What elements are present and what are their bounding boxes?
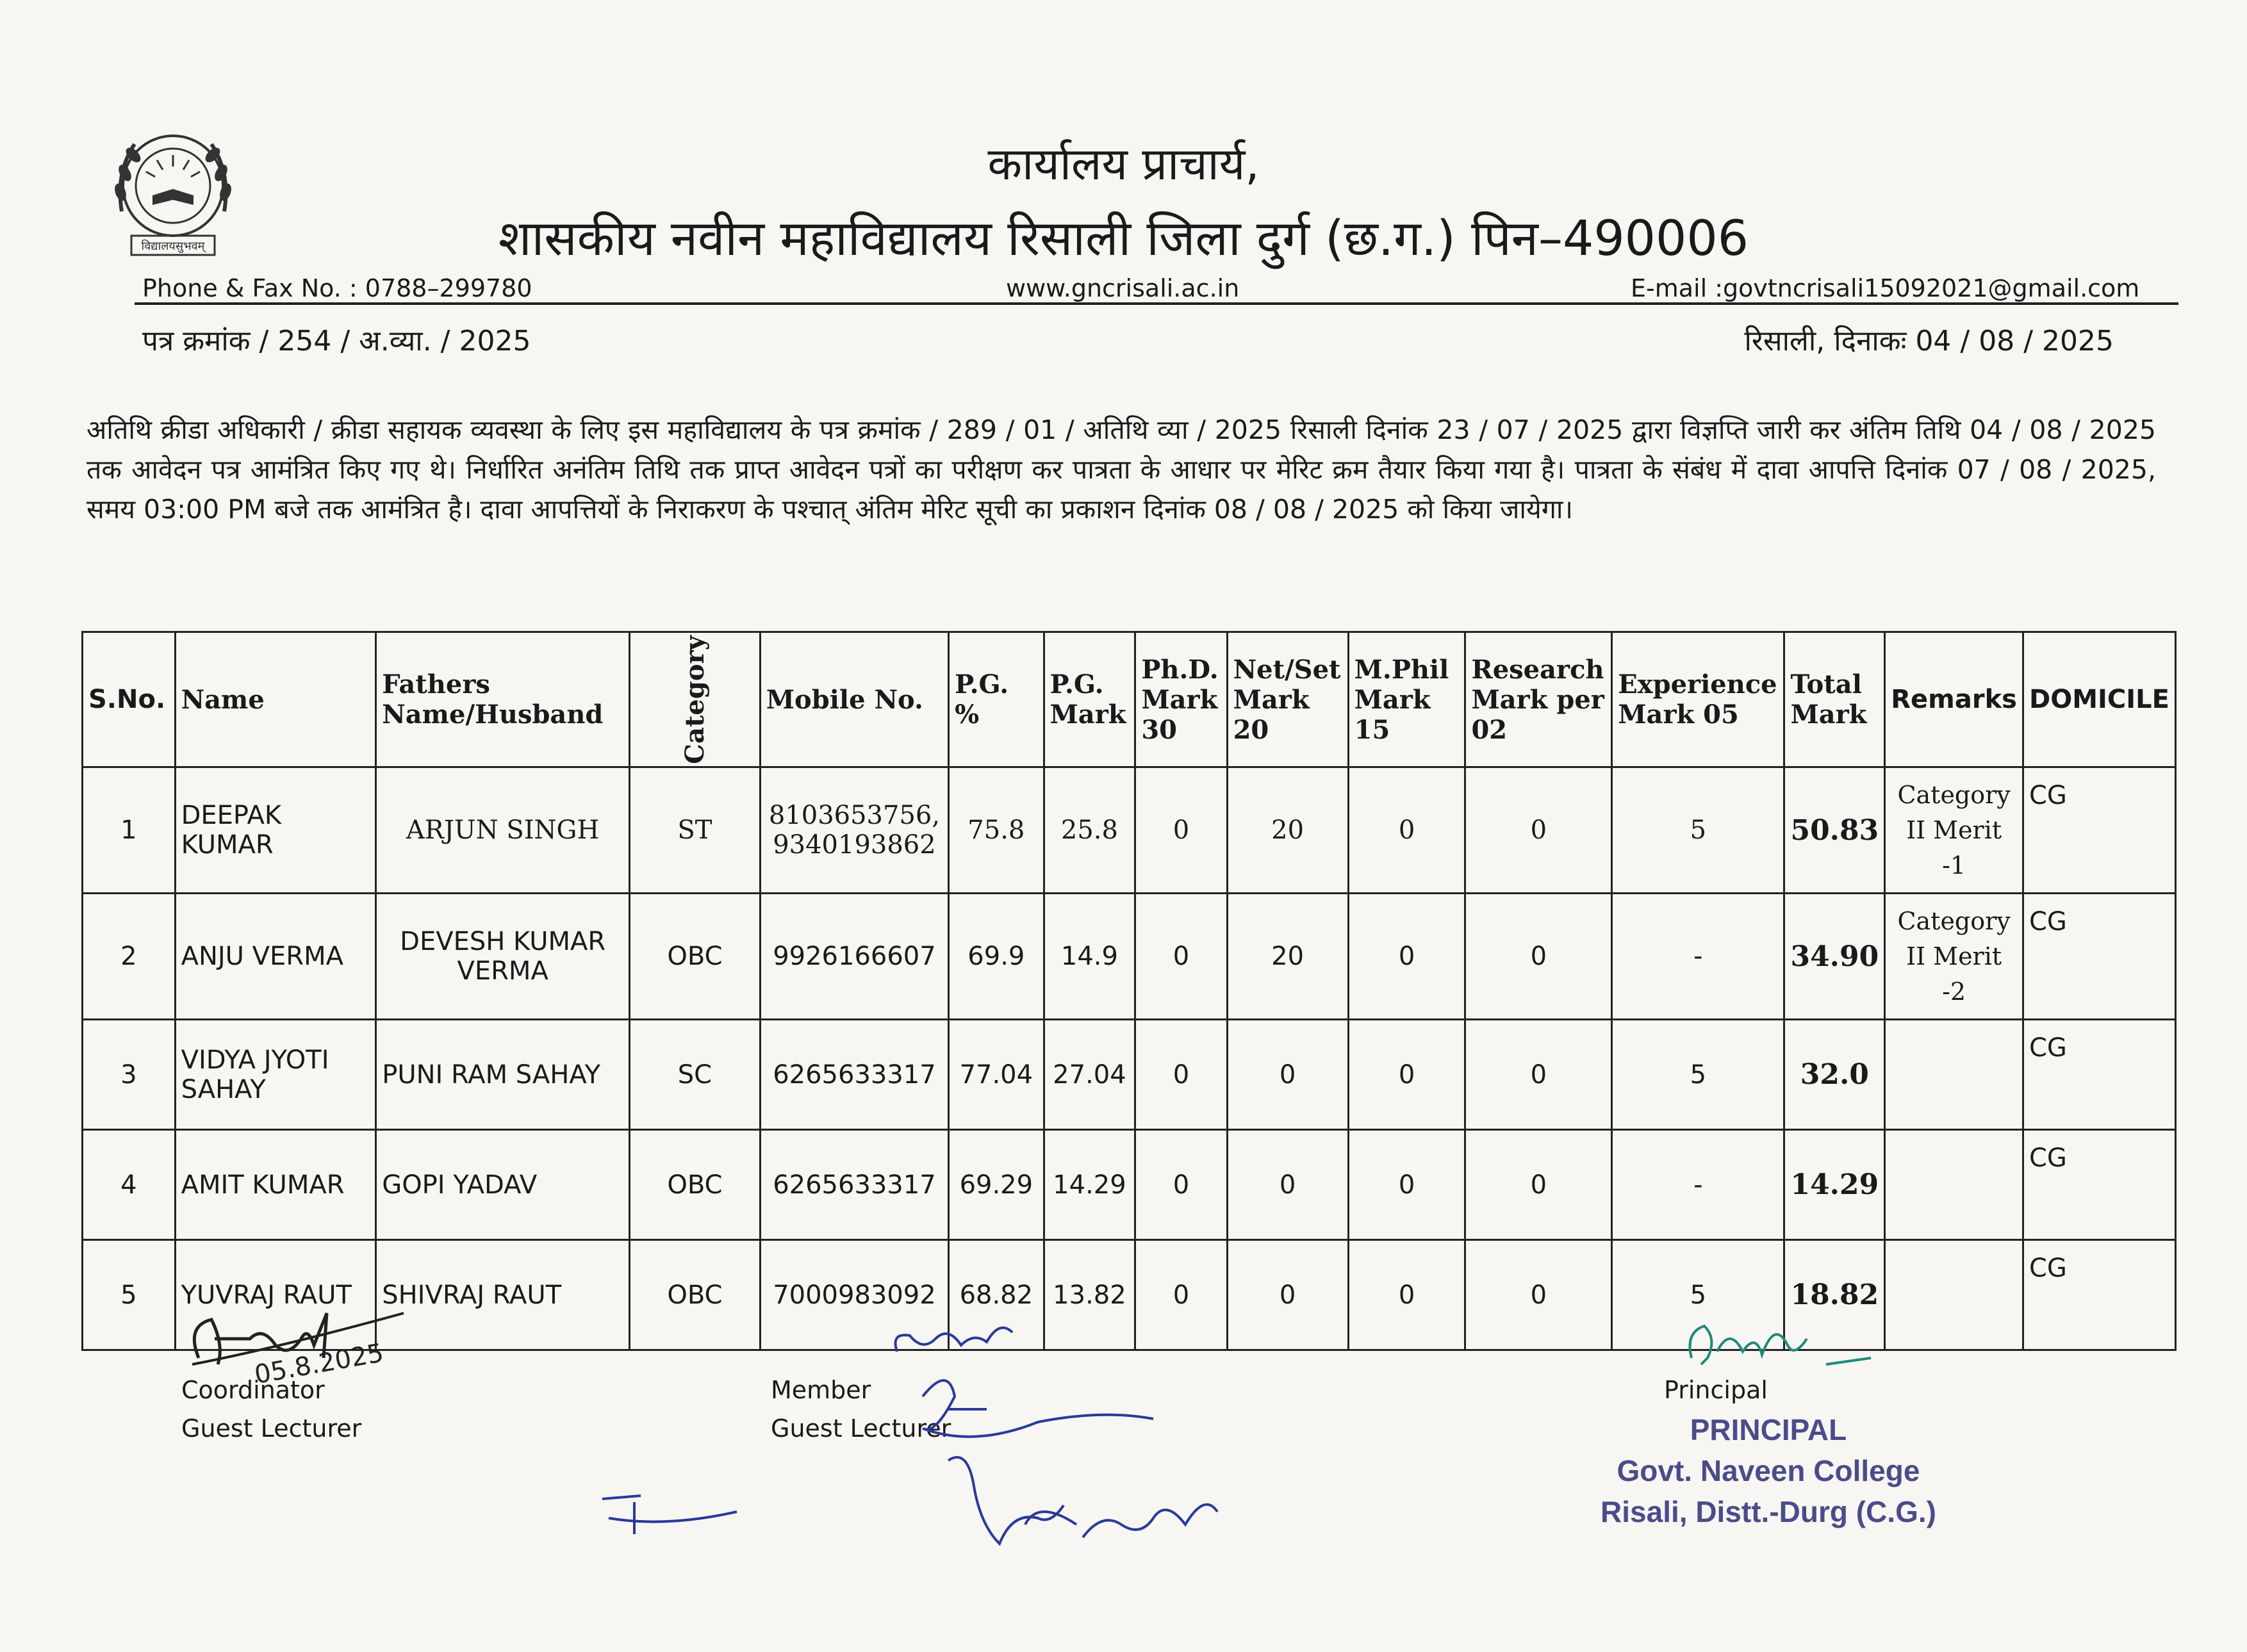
cell-category: OBC <box>630 1240 761 1350</box>
cell-remarks: Category II Merit -2 <box>1885 894 2023 1020</box>
cell-total: 18.82 <box>1784 1240 1885 1350</box>
cell-category: OBC <box>630 1130 761 1240</box>
coordinator-signature-date: 05.8.2025 <box>252 1338 386 1390</box>
cell-category: ST <box>630 767 761 894</box>
header-netset: Net/Set Mark 20 <box>1227 632 1348 767</box>
cell-pg-percent: 69.9 <box>949 894 1044 1020</box>
cell-father: GOPI YADAV <box>376 1130 630 1240</box>
header-phd: Ph.D. Mark 30 <box>1135 632 1227 767</box>
principal-seal-stamp <box>1531 1409 2005 1532</box>
cell-total: 32.0 <box>1784 1020 1885 1130</box>
svg-text:विद्यालयसुभवम्: विद्यालयसुभवम् <box>141 240 205 253</box>
cell-category: OBC <box>630 894 761 1020</box>
member-role: Guest Lecturer <box>771 1414 951 1443</box>
table-row <box>83 1130 2176 1240</box>
table-row <box>83 1020 2176 1130</box>
cell-pg-percent: 68.82 <box>949 1240 1044 1350</box>
header-pg-mark: P.G. Mark <box>1044 632 1135 767</box>
email: E-mail :govtncrisali15092021@gmail.com <box>1631 274 2140 302</box>
table-header-row <box>83 632 2176 767</box>
cell-name: ANJU VERMA <box>175 894 376 1020</box>
header-sno: S.No. <box>83 632 176 767</box>
cell-sno: 1 <box>83 767 176 894</box>
cell-pg-mark: 14.29 <box>1044 1130 1135 1240</box>
cell-name: AMIT KUMAR <box>175 1130 376 1240</box>
cell-father: DEVESH KUMAR VERMA <box>376 894 630 1020</box>
cell-domicile: CG <box>2023 1130 2175 1240</box>
coordinator-handwritten-signature <box>179 1288 423 1390</box>
header-divider <box>135 302 2178 305</box>
cell-netset: 20 <box>1227 767 1348 894</box>
cell-pg-percent: 75.8 <box>949 767 1044 894</box>
member-label: Member <box>771 1376 871 1404</box>
header-experience: Experience Mark 05 <box>1612 632 1784 767</box>
cell-total: 34.90 <box>1784 894 1885 1020</box>
cell-experience: - <box>1612 1130 1784 1240</box>
cell-experience: 5 <box>1612 1240 1784 1350</box>
cell-domicile: CG <box>2023 1020 2175 1130</box>
cell-name: YUVRAJ RAUT <box>175 1240 376 1350</box>
cell-phd: 0 <box>1135 894 1227 1020</box>
cell-experience: 5 <box>1612 1020 1784 1130</box>
cell-mobile: 6265633317 <box>760 1020 948 1130</box>
cell-mobile: 6265633317 <box>760 1130 948 1240</box>
notice-paragraph: अतिथि क्रीडा अधिकारी / क्रीडा सहायक व्यवस्था के लिए इस महाविद्यालय के पत्र क्रमांक / 289 / 01 / अतिथि व्या / 2025 रिसाली दिनांक 23 / 07 / 2025 द्वारा विज्ञप्ति जारी कर अंतिम तिथि 04 / 08 / 2025 तक आवेदन पत्र आमंत्रित किए गए थे। निर्धारित अनंतिम तिथि तक प्राप्त आवेदन पत्रों का परीक्षण कर पात्रता के आधार पर मेरिट क्रम तैयार किया गया है। पात्रता के संबंध में दावा आपत्ति दिनांक 07 / 08 / 2025, समय 03:00 PM बजे तक आमंत्रित है। दावा आपत्तियों के निराकरण के पश्चात् अंतिम मेरिट सूची का प्रकाशन दिनांक 08 / 08 / 2025 को किया जायेगा। <box>86 414 2156 525</box>
cell-sno: 4 <box>83 1130 176 1240</box>
cell-father: SHIVRAJ RAUT <box>376 1240 630 1350</box>
principal-handwritten-signature <box>1679 1307 1884 1377</box>
table-row <box>83 894 2176 1020</box>
cell-phd: 0 <box>1135 1130 1227 1240</box>
cell-domicile: CG <box>2023 767 2175 894</box>
header-pg-percent: P.G. % <box>949 632 1044 767</box>
cell-mphil: 0 <box>1348 767 1465 894</box>
cell-remarks <box>1885 1240 2023 1350</box>
cell-name: DEEPAK KUMAR <box>175 767 376 894</box>
cell-phd: 0 <box>1135 1240 1227 1350</box>
cell-research: 0 <box>1465 1020 1612 1130</box>
cell-pg-mark: 27.04 <box>1044 1020 1135 1130</box>
cell-pg-mark: 13.82 <box>1044 1240 1135 1350</box>
coordinator-label: Coordinator <box>181 1376 325 1404</box>
cell-netset: 20 <box>1227 894 1348 1020</box>
cell-category: SC <box>630 1020 761 1130</box>
header-mphil: M.Phil Mark 15 <box>1348 632 1465 767</box>
header-category <box>630 632 761 767</box>
header-father: Fathers Name/Husband <box>376 632 630 767</box>
cell-father: PUNI RAM SAHAY <box>376 1020 630 1130</box>
cell-experience: 5 <box>1612 767 1784 894</box>
website: www.gncrisali.ac.in <box>1006 274 1240 302</box>
header-research: Research Mark per 02 <box>1465 632 1612 767</box>
cell-netset: 0 <box>1227 1130 1348 1240</box>
cell-netset: 0 <box>1227 1240 1348 1350</box>
cell-pg-mark: 14.9 <box>1044 894 1135 1020</box>
header-remarks: Remarks <box>1885 632 2023 767</box>
header-name: Name <box>175 632 376 767</box>
table-row <box>83 767 2176 894</box>
cell-research: 0 <box>1465 1130 1612 1240</box>
cell-pg-percent: 69.29 <box>949 1130 1044 1240</box>
cell-experience: - <box>1612 894 1784 1020</box>
letter-number: पत्र क्रमांक / 254 / अ.व्या. / 2025 <box>142 325 531 357</box>
cell-mphil: 0 <box>1348 1020 1465 1130</box>
cell-total: 14.29 <box>1784 1130 1885 1240</box>
cell-sno: 2 <box>83 894 176 1020</box>
cell-research: 0 <box>1465 894 1612 1020</box>
cell-mobile: 9926166607 <box>760 894 948 1020</box>
header-domicile: DOMICILE <box>2023 632 2175 767</box>
header-mobile: Mobile No. <box>760 632 948 767</box>
header-total: Total Mark <box>1784 632 1885 767</box>
cell-mobile: 8103653756, 9340193862 <box>760 767 948 894</box>
cell-total: 50.83 <box>1784 767 1885 894</box>
seal-line-address: Risali, Distt.-Durg (C.G.) <box>1601 1495 1936 1528</box>
cell-domicile: CG <box>2023 1240 2175 1350</box>
cell-sno: 3 <box>83 1020 176 1130</box>
cell-father: ARJUN SINGH <box>376 767 630 894</box>
header-category-label: Category <box>679 635 710 764</box>
cell-pg-percent: 77.04 <box>949 1020 1044 1130</box>
cell-research: 0 <box>1465 1240 1612 1350</box>
place-date: रिसाली, दिनाकः 04 / 08 / 2025 <box>1744 325 2114 357</box>
merit-list-table <box>81 631 2177 1351</box>
cell-pg-mark: 25.8 <box>1044 767 1135 894</box>
cell-research: 0 <box>1465 767 1612 894</box>
seal-line-principal: PRINCIPAL <box>1690 1413 1847 1446</box>
college-name-line: शासकीय नवीन महाविद्यालय रिसाली जिला दुर्ग (छ.ग.) पिन–490006 <box>498 209 1749 266</box>
cell-remarks <box>1885 1130 2023 1240</box>
phone-fax: Phone & Fax No. : 0788–299780 <box>142 274 532 302</box>
cell-domicile: CG <box>2023 894 2175 1020</box>
principal-label: Principal <box>1664 1376 1768 1404</box>
cell-phd: 0 <box>1135 767 1227 894</box>
office-title: कार्यालय प्राचार्य, <box>987 138 1260 190</box>
cell-netset: 0 <box>1227 1020 1348 1130</box>
cell-sno: 5 <box>83 1240 176 1350</box>
cell-mphil: 0 <box>1348 1130 1465 1240</box>
cell-mphil: 0 <box>1348 1240 1465 1350</box>
cell-name: VIDYA JYOTI SAHAY <box>175 1020 376 1130</box>
member-handwritten-signatures <box>589 1281 1294 1576</box>
cell-phd: 0 <box>1135 1020 1227 1130</box>
cell-mobile: 7000983092 <box>760 1240 948 1350</box>
seal-line-college: Govt. Naveen College <box>1617 1454 1920 1487</box>
cell-remarks: Category II Merit -1 <box>1885 767 2023 894</box>
cell-remarks <box>1885 1020 2023 1130</box>
coordinator-role: Guest Lecturer <box>181 1414 362 1443</box>
cell-mphil: 0 <box>1348 894 1465 1020</box>
